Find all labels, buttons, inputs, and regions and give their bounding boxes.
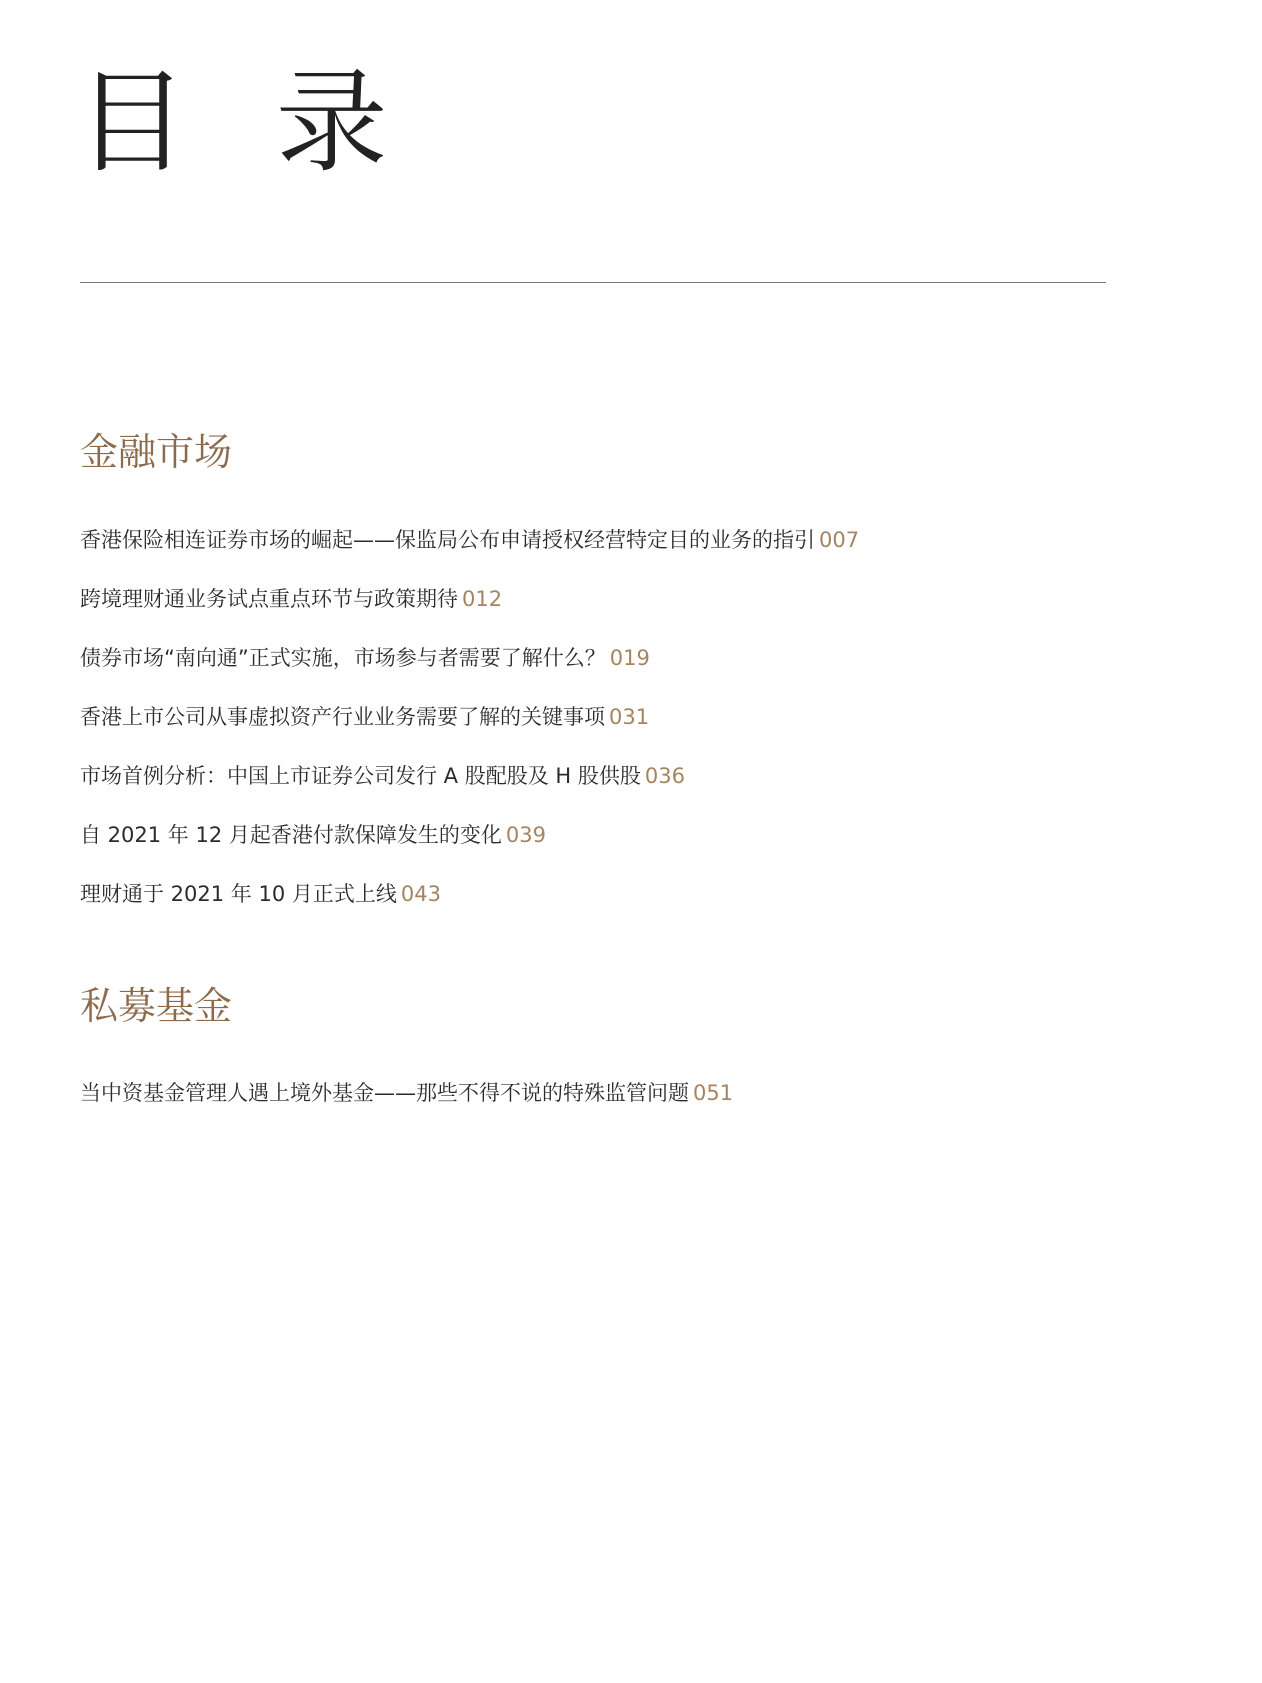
- toc-entry[interactable]: [80, 643, 1180, 673]
- entry-page-number: 036: [644, 764, 685, 788]
- section-list-private-funds: [80, 1078, 1180, 1137]
- section-list-financial-markets: [80, 525, 1180, 938]
- entry-page-number: 051: [693, 1081, 734, 1105]
- toc-entry[interactable]: [80, 820, 1180, 850]
- page-title: 目 录: [76, 58, 414, 188]
- entry-page-number: 043: [400, 882, 441, 906]
- entry-title: 债券市场“南向通”正式实施，市场参与者需要了解什么？: [80, 646, 606, 670]
- toc-entry[interactable]: [80, 584, 1180, 614]
- entry-title: 当中资基金管理人遇上境外基金——那些不得不说的特殊监管问题: [80, 1081, 689, 1105]
- section-heading-private-funds: 私募基金: [80, 984, 233, 1028]
- entry-title: 跨境理财通业务试点重点环节与政策期待: [80, 587, 458, 611]
- entry-title: 香港保险相连证券市场的崛起——保监局公布申请授权经营特定目的业务的指引: [80, 528, 815, 552]
- section-heading-financial-markets: 金融市场: [80, 430, 233, 474]
- toc-entry[interactable]: [80, 525, 1180, 555]
- entry-page-number: 039: [505, 823, 546, 847]
- entry-title: 香港上市公司从事虚拟资产行业业务需要了解的关键事项: [80, 705, 605, 729]
- entry-title: 理财通于 2021 年 10 月正式上线: [80, 882, 397, 906]
- entry-title: 市场首例分析：中国上市证券公司发行 A 股配股及 H 股供股: [80, 764, 641, 788]
- entry-page-number: 019: [609, 646, 650, 670]
- entry-page-number: 007: [819, 528, 860, 552]
- title-divider: [80, 282, 1106, 283]
- entry-page-number: 012: [462, 587, 503, 611]
- toc-entry[interactable]: [80, 761, 1180, 791]
- toc-entry[interactable]: [80, 702, 1180, 732]
- toc-entry[interactable]: [80, 879, 1180, 909]
- toc-entry[interactable]: [80, 1078, 1180, 1108]
- entry-title: 自 2021 年 12 月起香港付款保障发生的变化: [80, 823, 502, 847]
- entry-page-number: 031: [609, 705, 650, 729]
